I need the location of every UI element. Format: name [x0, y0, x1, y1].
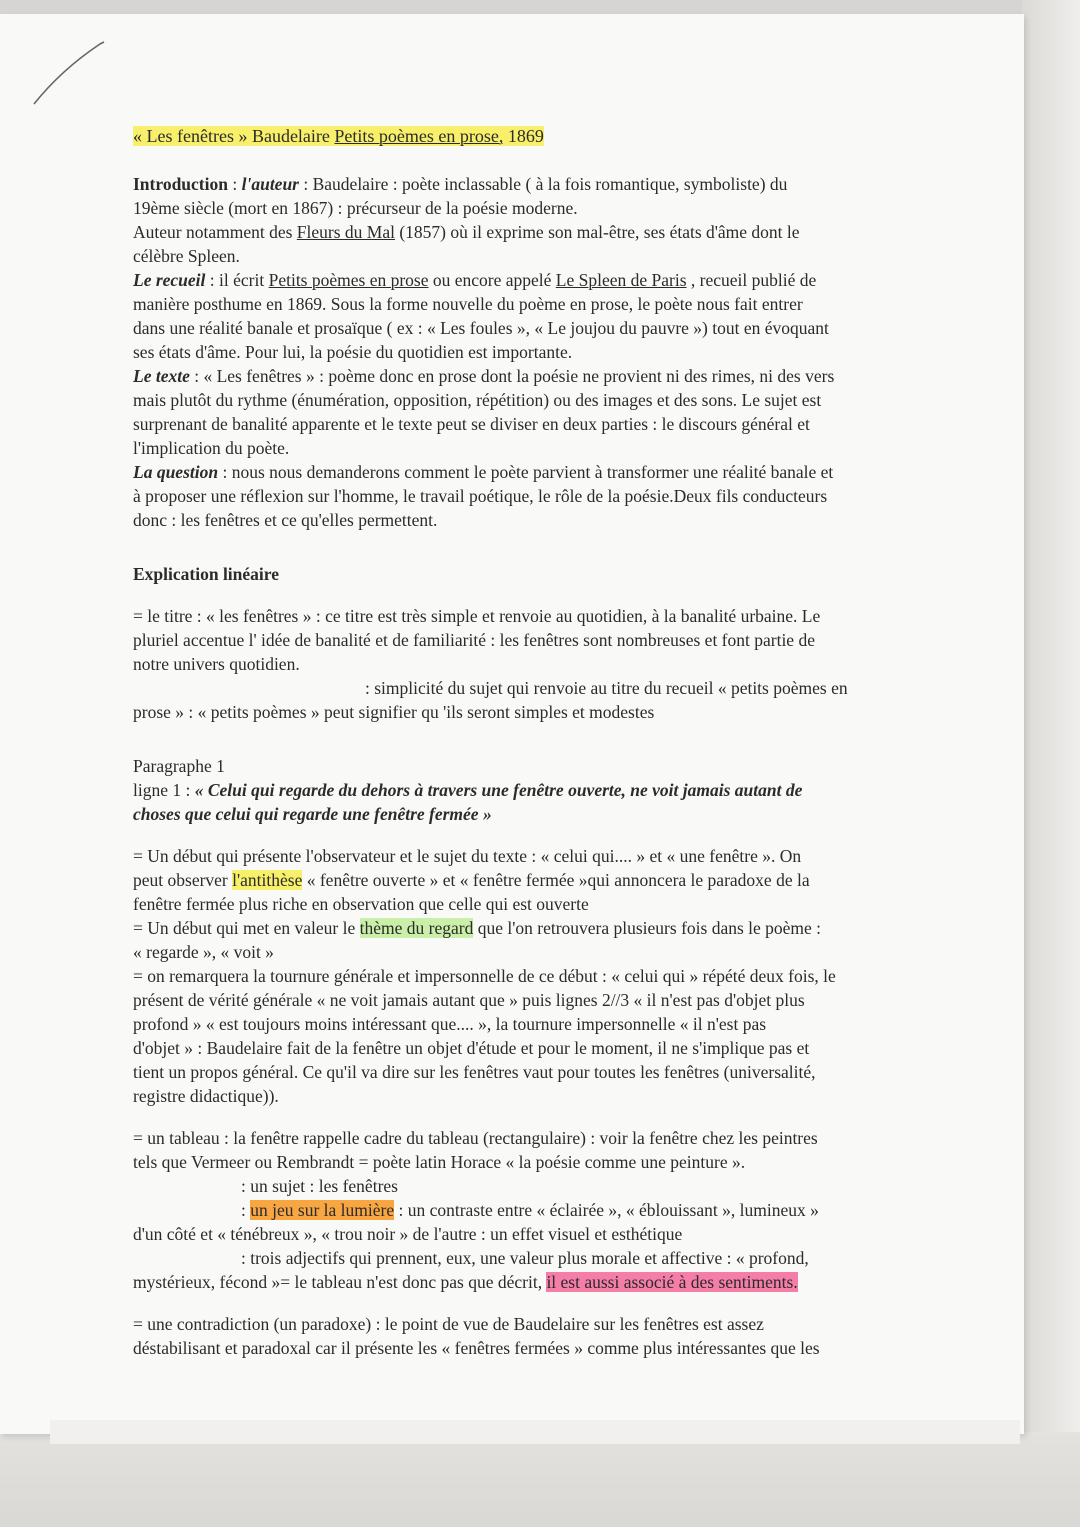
- paragraph-heading: Paragraphe 1: [133, 756, 225, 776]
- introduction-section: Introduction : l'auteur : Baudelaire : poète inclassable ( à la fois romantique, symboliste) du 19ème siècle (mort en 1867) : précurseur de la poésie moderne. Auteur notamment des Fleurs du Mal (1857) où il exprime son mal-être, ses états d'âme dont le célèbre Spleen. Le recueil : il écrit Petits poèmes en prose ou encore appelé Le Spleen de Paris , recueil publié de manière posthume en 1869. Sous la forme nouvelle du poème en prose, le poète nous fait entrer dans une réalité banale et prosaïque ( ex : « Les foules », « Le joujou du pauvre ») tout en évoquant ses états d'âme. Pour lui, la poésie du quotidien est importante. Le texte : « Les fenêtres » : poème donc en prose dont la poésie ne provient ni des rimes, ni des vers mais plutôt du rythme (énumération, opposition, répétition) ou des images et des sons. Le sujet est surprenant de banalité apparente et le texte peut se diviser en deux parties : le discours général et l'implication du poète. La question : nous nous demanderons comment le poète parvient à transformer une réalité banale et à proposer une réflexion sur l'homme, le travail poétique, le rôle de la poésie.Deux fils conducteurs donc : les fenêtres et ce qu'elles permettent.: [133, 174, 835, 530]
- highlight-jeu-lumiere: un jeu sur la lumière: [250, 1200, 395, 1220]
- explication-section: Explication linéaire = le titre : « les fenêtres » : ce titre est très simple et renvoie au quotidien, à la banalité urbaine. Le pluriel accentue l' idée de banalité et de familiarité : les fenêtres sont nombreuses et font partie de notre univers quotidien. : simplicité du sujet qui renvoie au titre du recueil « petits poèmes en prose » : « petits poèmes » peut signifier qu 'ils seront simples et modestes: [133, 562, 973, 724]
- document-page: [0, 14, 1024, 1434]
- highlight-sentiments: il est aussi associé à des sentiments.: [546, 1272, 798, 1292]
- pen-stroke-mark: [30, 34, 120, 114]
- document-text: [133, 124, 973, 1360]
- paragraphe-1-section: Paragraphe 1 ligne 1 : « Celui qui regarde du dehors à travers une fenêtre ouverte, ne voit jamais autant de choses que celui qui regarde une fenêtre fermée » = Un début qui présente l'observateur et le sujet du texte : « celui qui.... » et « une fenêtre ». On peut observer l'antithèse « fenêtre ouverte » et « fenêtre fermée »qui annoncera le paradoxe de la fenêtre fermée plus riche en observation que celle qui est ouverte = Un début qui met en valeur le thème du regard que l'on retrouvera plusieurs fois dans le poème : « regarde », « voit » = on remarquera la tournure générale et impersonnelle de ce début : « celui qui » répété deux fois, le présent de vérité générale « ne voit jamais autant que » puis lignes 2//3 « il n'est pas d'objet plus profond » « est toujours moins intéressant que.... », la tournure impersonnelle « il n'est pas d'objet » : Baudelaire fait de la fenêtre un objet d'étude et pour le moment, il ne s'implique pas et tient un propos général. Ce qu'il va dire sur les fenêtres vaut pour toutes les fenêtres (universalité, registre didactique)). = un tableau : la fenêtre rappelle cadre du tableau (rectangulaire) : voir la fenêtre chez les peintres tels que Vermeer ou Rembrandt = poète latin Horace « la poésie comme une peinture ». : un sujet : les fenêtres : un jeu sur la lumière : un contraste entre « éclairée », « éblouissant », lumineux » d'un côté et « ténébreux », « trou noir » de l'autre : un effet visuel et esthétique : trois adjectifs qui prennent, eux, une valeur plus morale et affective : « profond, mystérieux, fécond »= le tableau n'est donc pas que décrit, il est aussi associé à des sentiments. = une contradiction (un paradoxe) : le point de vue de Baudelaire sur les fenêtres est assez déstabilisant et paradoxal car il présente les « fenêtres fermées » comme plus intéressantes que les: [133, 754, 973, 1360]
- desk-background: [1022, 0, 1080, 1527]
- document-title: « Les fenêtres » Baudelaire Petits poèmes en prose, 1869: [133, 126, 544, 146]
- section-heading: Explication linéaire: [133, 564, 279, 584]
- highlight-theme-regard: thème du regard: [359, 918, 474, 938]
- top-edge: [0, 0, 1080, 14]
- page-edge-beneath: [50, 1420, 1020, 1444]
- desk-bottom: [0, 1432, 1080, 1527]
- work-title: Petits poèmes en prose,: [334, 126, 504, 146]
- highlight-antithese: l'antithèse: [232, 870, 303, 890]
